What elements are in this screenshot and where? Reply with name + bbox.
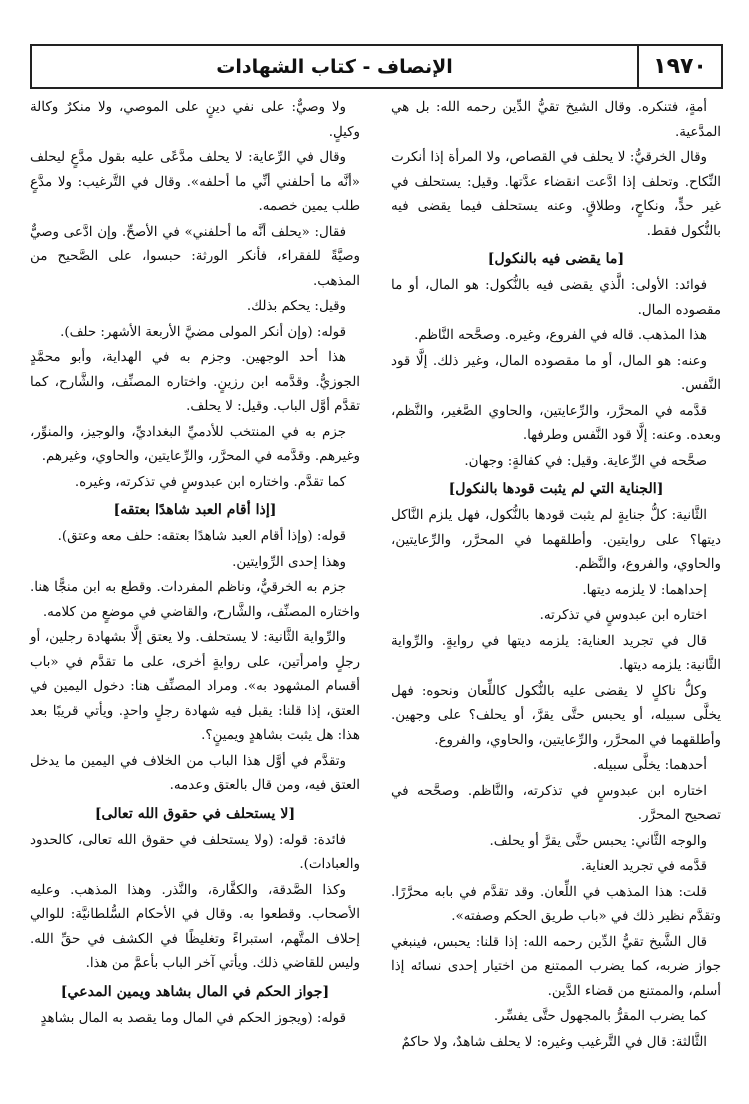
paragraph: فائدة: قوله: (ولا يستحلف في حقوق الله تعالى، كالحدود والعبادات).: [30, 832, 360, 872]
paragraph: فقال: «يحلف أنَّه ما أحلفني» في الأصحِّ. وإن ادَّعى وصيٌّ وصيَّةً للفقراء، فأنكر الورثة: حبسوا، على الصَّحيح من المذهب.: [30, 224, 360, 289]
page-header: [30, 44, 723, 89]
paragraph: وقيل: يحكم بذلك.: [246, 299, 346, 314]
paragraph: اختاره ابن عبدوسٍ في تذكرته، والنَّاظم. وصحَّحه في تصحيح المحرَّر.: [391, 783, 721, 823]
paragraph: وكذا الصَّدقة، والكفَّارة، والنَّذر. وهذا المذهب. وعليه الأصحاب. وقطعوا به. وقال في الأحكام السُّلطانيَّة: للوالي إحلاف المتَّهم، استبراءً وتغليظًا في الكشف في حقِّ الله. وليس للقاضي ذلك. ويأتي آخر الباب بأعمَّ من هذا.: [30, 882, 360, 971]
left-column: [30, 96, 360, 1032]
section-heading: [الجناية التي لم يثبت قودها بالنكول]: [448, 481, 664, 497]
paragraph: قال الشَّيخ تقيُّ الدِّين رحمه الله: إذا قلنا: يحبس، فينبغي جواز ضربه، كما يضرب الممتنع من اختيار إحدى نسائه إذا أسلم، والممتنع من قضاء الدَّين.: [391, 934, 721, 999]
paragraph: أمةٍ، فتنكره. وقال الشيخ تقيُّ الدِّين رحمه الله: بل هي المدَّعية.: [391, 100, 721, 140]
paragraph: قوله: (وإذا أقام العبد شاهدًا بعتقه: حلف معه وعتق).: [57, 529, 346, 544]
paragraph: قوله: (ويجوز الحكم في المال وما يقصد به المال بشاهدٍ: [40, 1010, 346, 1026]
paragraph: وقال في الرِّعاية: لا يحلف مدَّعًى عليه بقول مدَّعٍ ليحلف «أنَّه ما أحلفني أنِّي ما أحلفه». وقال في التَّرغيب: ولا مدَّعٍ طلب يمين خصمه.: [30, 150, 360, 214]
paragraph: كما يضرب المقرُّ بالمجهول حتَّى يفسِّر.: [493, 1009, 707, 1024]
paragraph: جزم به الخرقيُّ، وناظم المفردات. وقطع به ابن منجًّا هنا. واختاره المصنِّف، والشَّارح، والقاضي في موضعٍ من كلامه.: [30, 580, 360, 620]
paragraph: والرِّواية الثَّانية: لا يستحلف. ولا يعتق إلَّا بشهادة رجلين، أو رجلٍ وامرأتين، على روايةٍ أخرى، على ما تقدَّم في «باب أقسام المشهود به». ومراد المصنِّف هنا: دخول اليمين في العتق، إذا قلنا: يقبل فيه شهادة رجلٍ واحدٍ. ويأتي قريبًا بعد هذا: هل يثبت بشاهدٍ ويمينٍ؟.: [30, 630, 360, 743]
paragraph: وكلُّ ناكلٍ لا يقضى عليه بالنُّكول كاللِّعان ونحوه: فهل يخلَّى سبيله، أو يحبس حتَّى يقرَّ، أو يحلف؟ على وجهين. وأطلقهما في المحرَّر، والرِّعايتين، والحاوي، والفروع.: [391, 683, 721, 748]
paragraph: هذا المذهب. قاله في الفروع، وغيره. وصحَّحه النَّاظم.: [414, 328, 707, 343]
paragraph: كما تقدَّم. واختاره ابن عبدوسٍ في تذكرته، وغيره.: [74, 474, 346, 490]
paragraph: قوله: (وإن أنكر المولى مضيَّ الأربعة الأشهر: حلف).: [60, 324, 346, 340]
page-number: ١٩٧٠: [637, 46, 721, 87]
paragraph: وقال الخرقيُّ: لا يحلف في القصاص، ولا المرأة إذا أنكرت النِّكاح. وتحلف إذا ادَّعت انقضاء عدَّتها. وقيل: يستحلف في غير حدٍّ، ونكاحٍ، وطلاقٍ. وعنه يستحلف فيما يقضى فيه بالنُّكول فقط.: [391, 150, 721, 239]
paragraph: والوجه الثَّاني: يحبس حتَّى يقرَّ أو يحلف.: [489, 833, 707, 849]
section-heading: [إذا أقام العبد شاهدًا بعتقه]: [113, 502, 277, 518]
paragraph: صحَّحه في الرِّعاية. وقيل: في كفالةٍ: وجهان.: [464, 453, 707, 469]
paragraph: الثَّانية: كلُّ جنايةٍ لم يثبت قودها بالنُّكول، فهل يلزم النَّاكل ديتها؟ على روايتين. وأطلقهما في المحرَّر، والرِّعايتين، والحاوي، والفروع، والنَّظم.: [391, 508, 721, 572]
section-heading: [لا يستحلف في حقوق الله تعالى]: [94, 805, 296, 822]
paragraph: قلت: هذا المذهب في اللِّعان. وقد تقدَّم في بابه محرَّرًا. وتقدَّم نظير ذلك في «باب طريق الحكم وصفته».: [391, 884, 721, 924]
paragraph: إحداهما: لا يلزمه ديتها.: [582, 582, 707, 598]
paragraph: ولا وصيٌّ: على نفي دينٍ على الموصي، ولا منكرٌ وكالة وكيلٍ.: [30, 100, 360, 140]
paragraph: قدَّمه في المحرَّر، والرِّعايتين، والحاوي الصَّغير، والنَّظم، وبعده. وعنه: إلَّا قود النَّفس وطرفها.: [391, 403, 721, 443]
paragraph: أحدهما: يخلَّى سبيله.: [592, 758, 707, 773]
paragraph: قال في تجريد العناية: يلزمه ديتها في روايةٍ. والرِّواية الثَّانية: يلزمه ديتها.: [391, 633, 721, 673]
section-heading: [جواز الحكم في المال بشاهد ويمين المدعي]: [60, 983, 330, 1000]
paragraph: قدَّمه في تجريد العناية.: [580, 859, 707, 874]
paragraph: الثَّالثة: قال في التَّرغيب وغيره: لا يحلف شاهدٌ، ولا حاكمٌ: [401, 1034, 707, 1050]
paragraph: وهذا إحدى الرِّوايتين.: [232, 554, 346, 570]
section-heading: [ما يقضى فيه بالنكول]: [487, 251, 625, 267]
paragraph: هذا أحد الوجهين. وجزم به في الهداية، وأبو محمَّدٍ الجوزيُّ. وقدَّمه ابن رزينٍ. واختاره المصنِّف، والشَّارح، كما تقدَّم أوَّل الباب. وقيل: لا يحلف.: [30, 350, 360, 414]
paragraph: وتقدَّم في أوَّل هذا الباب من الخلاف في اليمين ما يدخل العتق فيه، ومن قال بالعتق وعدمه.: [30, 753, 360, 793]
paragraph: جزم به في المنتخب للأدميِّ البغداديِّ، والوجيز، والمنوِّر، وغيرهم. وقدَّمه في المحرَّر، والرِّعايتين، والحاوي، وغيرهم.: [30, 424, 360, 464]
paragraph: فوائد: الأولى: الَّذي يقضى فيه بالنُّكول: هو المال، أو ما مقصوده المال.: [391, 278, 721, 318]
right-column: [391, 96, 721, 1056]
paragraph: اختاره ابن عبدوسٍ في تذكرته.: [539, 608, 707, 623]
paragraph: وعنه: هو المال، أو ما مقصوده المال، وغير ذلك. إلَّا قود النَّفس.: [391, 353, 721, 393]
page-title: الإنصاف - كتاب الشهادات: [216, 55, 453, 78]
